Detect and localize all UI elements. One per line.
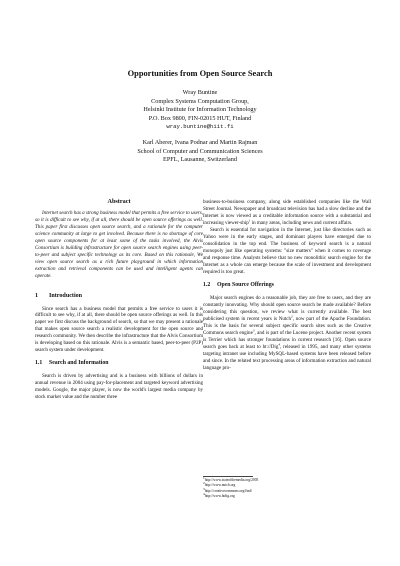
author1-inst: Helsinki Institute for Information Technology — [143, 106, 257, 113]
author1-name: Wray Buntine — [182, 89, 218, 96]
intro-paragraph: Since search has a business model that permits a free service to users it is difficult to see why, if at all, there should be open source offerings as well. In this paper we first discuss the background of search, so that we may present a rationale that makes open source search a realistic development for the open source and research community. We then describe the infrastructure that the Alvis Consortium is developing based on this rationale. Alvis is a semantic based, peer-to-peer (P2P) search system under development. — [35, 305, 203, 354]
author2-address: EPFL, Lausanne, Switzerland — [163, 156, 237, 163]
os-text-a: Major search engines do a reasonable job, they are free to users, and they are constantly innovating. Why should open source search be made available? Before considering this question, we review what is currently available. The best publicised system in recent years is Nutch — [203, 295, 371, 323]
paper-title: Opportunities from Open Source Search — [127, 69, 273, 78]
section-number: 1.2 — [203, 282, 211, 289]
business-paragraph — [203, 199, 371, 227]
section-1-2-heading — [203, 281, 371, 289]
section-number: 1.1 — [35, 360, 43, 367]
abstract-heading: Abstract — [107, 198, 131, 205]
search-paragraph: Search is driven by advertising and is a business with billions of dollars in annual revenue in 2004 using pay-for-placement and targeted keyword advertising models. Google, the major player, is now the world's largest media company by stock market value and the number three — [35, 373, 203, 401]
footnote: 3http://creativecommons.org/find/ — [203, 486, 253, 493]
os-text-b: , now part of the Apache Foundation. This is the basis for several subject specific search sites such as the Creative Commons search engine — [203, 316, 371, 337]
email-text: wray.buntine@hiit.fi — [166, 123, 234, 130]
footnote: 2http://www.nutch.org — [203, 481, 236, 488]
footnote: 4http://www.htdig.org — [203, 492, 235, 499]
footnote-rule — [203, 476, 253, 477]
right-column — [203, 199, 371, 372]
section-1-heading — [35, 292, 203, 300]
business-text: business-to-business company, along side established companies like the Wall Street Journal. Newspaper and broadcast television has had a slow decline and the Internet is now viewed as a creditable information source with a substantial and increasing viewer-ship — [203, 199, 371, 226]
navigation-paragraph: Search is essential for navigation in the Internet, just like directories such as Yahoo were in the early stages, and dominant players have emerged due to consolidation in the top end. The business of keyword search is a natural monopoly just like operating systems: "size matters" when it comes to coverage and response time. Analysts believe that no new monolithic search engine for the Internet as a whole can emerge because the scale of investment and development required is too great. — [203, 226, 371, 275]
author2-school: School of Computer and Communication Sciences — [137, 147, 263, 155]
footnote-mark-4: 4 — [278, 342, 281, 347]
author1-email — [0, 123, 400, 132]
open-source-paragraph — [203, 295, 371, 371]
author1-org: Complex Systems Computation Group, — [151, 97, 249, 105]
abstract-text: Internet search has a strong business model that permits a free service to users, so it is difficult to see why, if at all, there should be open source offerings as well. This paper first discusses open source search, and a rationale for the computer science community at large to get involved. Because there is no shortage of core open source components for at least some of the tasks involved, the Alvis Consortium is building infrastructure for open source search engines using peer-to-peer and subject specific technology as its core. Based on this rationale, We view open source search as a rich future playground in which information extraction and retrieval components can be used and intelligent agents can operate. — [35, 210, 203, 279]
section-title: Introduction — [49, 292, 83, 299]
author2-names: Karl Aberer, Ivana Podnar and Martin Rajman — [142, 139, 258, 146]
os-text-c: , and is part of the Lucene project. Another recent system is Terrier which has stronger foundations in current research [16]. Open source search goes back at least to ht://Dig — [203, 330, 371, 351]
footnote-mark-2: 2 — [291, 314, 293, 319]
section-title: Search and Information — [49, 360, 109, 367]
section-1-1-heading — [35, 359, 203, 367]
author1-address: P.O. Box 9800, FIN-02015 HUT, Finland — [148, 114, 252, 122]
footnote-mark-3: 3 — [252, 328, 255, 333]
section-number: 1 — [35, 292, 39, 299]
footnote: 1http://www.stateofthemedia.org/2005 — [203, 476, 259, 483]
business-text-end: in many areas, including news and current affairs. — [250, 219, 353, 226]
left-column — [35, 198, 203, 401]
os-text-d: , released in 1995, and many other systems targeting intranet use including MySQL-based systems have been released before and since. In the related text processing areas of information extraction and natural language pro- — [203, 344, 371, 372]
footnote-mark-1: 1 — [248, 218, 251, 223]
section-title: Open Source Offerings — [217, 282, 274, 289]
footnotes — [203, 478, 371, 500]
